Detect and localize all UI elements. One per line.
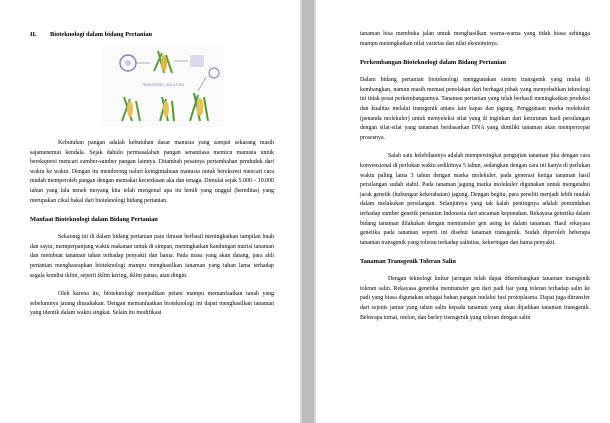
paragraph: Salah satu kelebihannya adalah mempersingkat pengujian tanaman jika dengan cara konvensional di perlukan waktu sedikitnya 5 tahun, sedangkan dengan cara ini hanya di perlukan waktu paling lama 3 tahun dengan marka molekuler, pada generasi ketiga tanaman hasil persilangan sudah stabil. Pada tanaman jagung marka molekuler digunakan untuk mengetahui jarak genetik (hubungan kekerabatan) jagung. Dengan begitu, para peneliti menjadi lebih mudah dalam melakukan persilangan. Selanjutnya yang tak kalah pentingnya adalah pemindahan terhadap sumber genetik pertanian Indonesia dari ancaman kepunahan. Rekayasa genetika dalam bidang tanaman dilakukan dengan mentransfer gen asing ke dalam tanaman. Hasil rekayasa genetika pada tanaman seperti ini disebut tanaman transgenik. Sudah diperoleh beberapa tanaman transgenik yang toleran terhadap salinitas, kekeringan dan hama penyakit. [360, 153, 590, 246]
paragraph: Dengan teknologi kultur jaringan telah dapat dikembangkan tanaman transgenik toleran salin. Rekayasa genetika mentransfer gen dari padi liar yang toleran terhadap salin ke padi yang biasa digunakan sebagai bahan pangan melalui fusi protoplasma. Dapat juga ditransfer dari sejenis jamur yang tahan salin kepada tanaman yang akan dijadikan tanaman transgenik. Beberapa tomat, melon, dan barley transgenik yang toleran dengan salin [360, 276, 590, 321]
subheading: Manfaat Bioteknologi dalam Bidang Pertanian [30, 216, 158, 224]
paragraph: tanaman bisa membuka jalan untuk menghasilkan warna-warna yang tidak biasa sehingga mampu meningkatkan nilai varietas dan nilai ekonominya. [360, 31, 590, 47]
paragraph: Kebutuhan pangan adalah kebutuhan dasar manusia yang sampai sekarang masih sajamenemui kendala. Sejak dahulu permasalahan pangan senantiasa memicu manusia untuk berekspresi mencari sumber-sumber pangan lainnya. Ditambah pesatnya pertambahan penduduk dari waktu ke waktu. Dengan itu mendorong naluri keingintahuan manusia untuk bereksresi mencari cara mudah memperoleh pangan dengan memakai kecerdasan aka dan tenaga. Dimulai sejak 5.000 – 10.000 tahun yang lalu nenek moyang kita telah mengenal apa itu benih yang unggul (hereditas) yang merupakan cikal bakal dari bioteknologi bidang pertanian. [30, 140, 274, 204]
section-title: Bioteknologi dalam bidang Pertanian [50, 31, 153, 38]
transgenic-figure [102, 47, 224, 127]
paragraph: Oleh karena itu, bioteknologi menjadikan petani mampu memanfaatkan tanah yang sebelumnya jarang diusahakan. Dengan memanfaatkan bioteknologi ini dapat menghasilkan tanaman yang identik dalam waktu singkat. Selain itu modifikasi [30, 291, 274, 317]
transgenic-illustration-icon [102, 47, 224, 127]
paragraph: Sekarang ini di dalam bidang pertanian para ilmuan berhasil meningkatkan tampilan buah dan sayur, memperpanjang waktu makanan untuk di simpan, meningkatkan kandungan nutrisi tanaman dan membuat tanaman tahan terhadap penyakit dan hama. Pada masa yang akan datang, para ahli pertanian menghasrapkan bioteknologi mampu menghasilkan tanaman yang tahan lama terhadap segala kondisi iklim, seperti iklim kering, iklim panas, atau dingin. [30, 234, 274, 279]
subheading: Perkembangan Bioteknologi dalam Bidang Pertanian [360, 59, 506, 67]
section-heading [30, 30, 274, 39]
document-page-left [0, 0, 300, 423]
subheading: Tanaman Transgenik Toleran Salin [360, 258, 456, 266]
document-page-right [316, 0, 610, 423]
scrollbar-thumb[interactable] [302, 0, 314, 423]
paragraph: Dalam bidang pertanian bioteknologi menggunakan sistem transgenik yang mulai di kembangkan, namun masih menuai penolakan dari berbagai pihak yang menyebabkan teknologi ini tidak pesat perkembangannya. Tanaman pertanian yang telah berhasil meningkatkan produksi dan kualitas melalui transgenik antara lain kapas dan jagung. Penggunaan marka molekuler (penanda molekuler) untuk menyeleksi sifat yang di inginkan dari keturunan hasil persilangan dengan sifat-sifat yang tanaman berdasarkan DNA yang dimiliki tanaman akan mempercepat prosesnya. [360, 77, 590, 141]
figure-caption: TRANSGENIC SOLUTION [142, 83, 184, 87]
section-number: II. [30, 31, 37, 38]
